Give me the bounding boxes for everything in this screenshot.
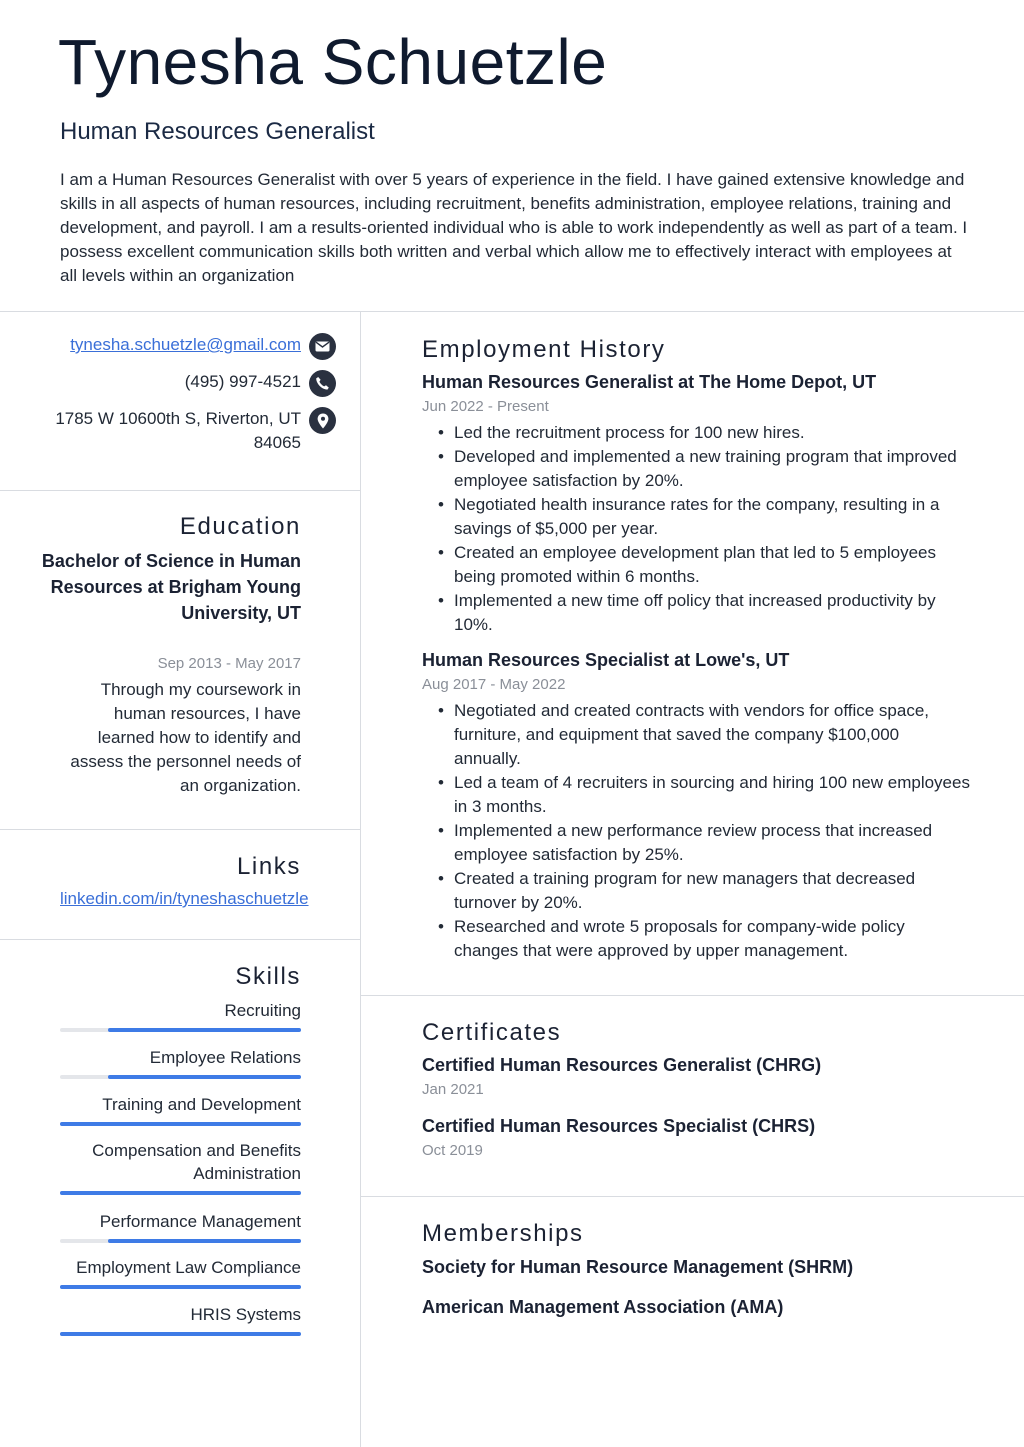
- skill-level-fill: [60, 1285, 301, 1289]
- skill-level-fill: [60, 1332, 301, 1336]
- address-line-2: 84065: [253, 433, 301, 452]
- column-divider: [360, 312, 361, 1447]
- job-dates-2: Aug 2017 - May 2022: [422, 676, 566, 693]
- skill-level-fill: [108, 1075, 301, 1079]
- skill-item: [60, 1303, 301, 1336]
- skill-item: [60, 1256, 301, 1289]
- certificates-heading: Certificates: [422, 1019, 562, 1046]
- membership-2: American Management Association (AMA): [422, 1297, 784, 1317]
- skill-item: [60, 1210, 301, 1243]
- skill-item: [60, 1046, 301, 1079]
- candidate-name: Tynesha Schuetzle: [58, 26, 608, 98]
- education-dates: Sep 2013 - May 2017: [157, 655, 301, 672]
- employment-heading: Employment History: [422, 336, 666, 363]
- skill-level-bar: [60, 1332, 301, 1336]
- skill-label: Compensation and Benefits Administration: [92, 1141, 301, 1183]
- contact-email-row: [70, 333, 336, 360]
- skill-level-fill: [60, 1122, 301, 1126]
- skill-level-bar: [60, 1028, 301, 1032]
- contact-phone-row: [185, 370, 336, 397]
- job-bullet: • Negotiated and created contracts with vendors for office space, furniture, and equipment that saved the company $100,000 annually.: [438, 699, 970, 771]
- contact-address-row: [55, 407, 336, 455]
- skill-label: Training and Development: [102, 1095, 301, 1114]
- header-divider: [0, 311, 1024, 312]
- phone-number: (495) 997-4521: [184, 372, 301, 391]
- skill-level-bar: [60, 1191, 301, 1195]
- contact-divider: [0, 490, 360, 491]
- job-bullets-2: [438, 699, 970, 963]
- skill-label: Employee Relations: [149, 1048, 301, 1067]
- skill-level-bar: [60, 1285, 301, 1289]
- job-bullet: • Created an employee development plan that led to 5 employees being promoted within 6 months.: [438, 541, 970, 589]
- job-bullet: • Researched and wrote 5 proposals for company-wide policy changes that were approved by upper management.: [438, 915, 970, 963]
- skill-level-fill: [108, 1239, 301, 1243]
- memberships-heading: Memberships: [422, 1220, 584, 1247]
- job-title-1: Human Resources Generalist at The Home Depot, UT: [422, 372, 877, 392]
- job-bullet: • Created a training program for new managers that decreased turnover by 20%.: [438, 867, 970, 915]
- education-heading: Education: [179, 513, 301, 540]
- skill-label: Performance Management: [99, 1212, 301, 1231]
- job-bullet: • Led a team of 4 recruiters in sourcing and hiring 100 new employees in 3 months.: [438, 771, 970, 819]
- skill-label: Employment Law Compliance: [76, 1258, 301, 1277]
- skill-level-bar: [60, 1075, 301, 1079]
- job-bullet: • Implemented a new time off policy that increased productivity by 10%.: [438, 589, 970, 637]
- job-bullets-1: [438, 421, 970, 637]
- education-degree: Bachelor of Science in Human Resources at Brigham Young University, UT: [41, 551, 301, 623]
- skill-level-bar: [60, 1122, 301, 1126]
- certificates-divider: [361, 1196, 1024, 1197]
- profile-summary: I am a Human Resources Generalist with over 5 years of experience in the field. I have gained extensive knowledge and skills in all aspects of human resources, including recruitment, benefits administration, employee relations, training and development, and payroll. I am a results-oriented individual who is able to work independently as well as part of a team. I possess excellent communication skills both written and verbal which allow me to effectively interact with employees at all levels within an organization: [60, 170, 968, 285]
- job-bullet: • Led the recruitment process for 100 new hires.: [438, 421, 970, 445]
- membership-1: Society for Human Resource Management (SHRM): [422, 1257, 854, 1277]
- skill-label: Recruiting: [224, 1001, 301, 1020]
- skills-heading: Skills: [235, 963, 301, 990]
- job-title-2: Human Resources Specialist at Lowe's, UT: [422, 650, 790, 670]
- phone-icon: [309, 370, 336, 397]
- job-bullet: • Implemented a new performance review process that increased employee satisfaction by 25%.: [438, 819, 970, 867]
- certificate-name-2: Certified Human Resources Specialist (CHRS): [422, 1116, 816, 1136]
- skill-item: [60, 1139, 301, 1195]
- address-line-1: 1785 W 10600th S, Riverton, UT: [55, 409, 301, 428]
- envelope-icon: [309, 333, 336, 360]
- linkedin-link[interactable]: linkedin.com/in/tyneshaschuetzle: [60, 889, 309, 908]
- skill-item: [60, 1093, 301, 1126]
- certificate-date-1: Jan 2021: [422, 1081, 484, 1098]
- email-link[interactable]: tynesha.schuetzle@gmail.com: [70, 335, 301, 354]
- candidate-title: Human Resources Generalist: [60, 118, 375, 145]
- job-bullet: • Negotiated health insurance rates for the company, resulting in a savings of $5,000 per year.: [438, 493, 970, 541]
- skill-label: HRIS Systems: [190, 1305, 301, 1324]
- skill-level-fill: [60, 1191, 301, 1195]
- job-dates-1: Jun 2022 - Present: [422, 398, 549, 415]
- links-divider: [0, 939, 360, 940]
- certificate-name-1: Certified Human Resources Generalist (CHRG): [422, 1055, 822, 1075]
- employment-divider: [361, 995, 1024, 996]
- links-heading: Links: [236, 853, 301, 880]
- skill-level-bar: [60, 1239, 301, 1243]
- skill-level-fill: [108, 1028, 301, 1032]
- education-description: Through my coursework in human resources, I have learned how to identify and assess the personnel needs of an organization.: [70, 680, 301, 795]
- skill-item: [60, 999, 301, 1032]
- certificate-date-2: Oct 2019: [422, 1142, 483, 1159]
- location-pin-icon: [309, 407, 336, 434]
- resume-header: [0, 0, 1024, 312]
- job-bullet: • Developed and implemented a new training program that improved employee satisfaction by 20%.: [438, 445, 970, 493]
- address: [55, 407, 301, 455]
- education-divider: [0, 829, 360, 830]
